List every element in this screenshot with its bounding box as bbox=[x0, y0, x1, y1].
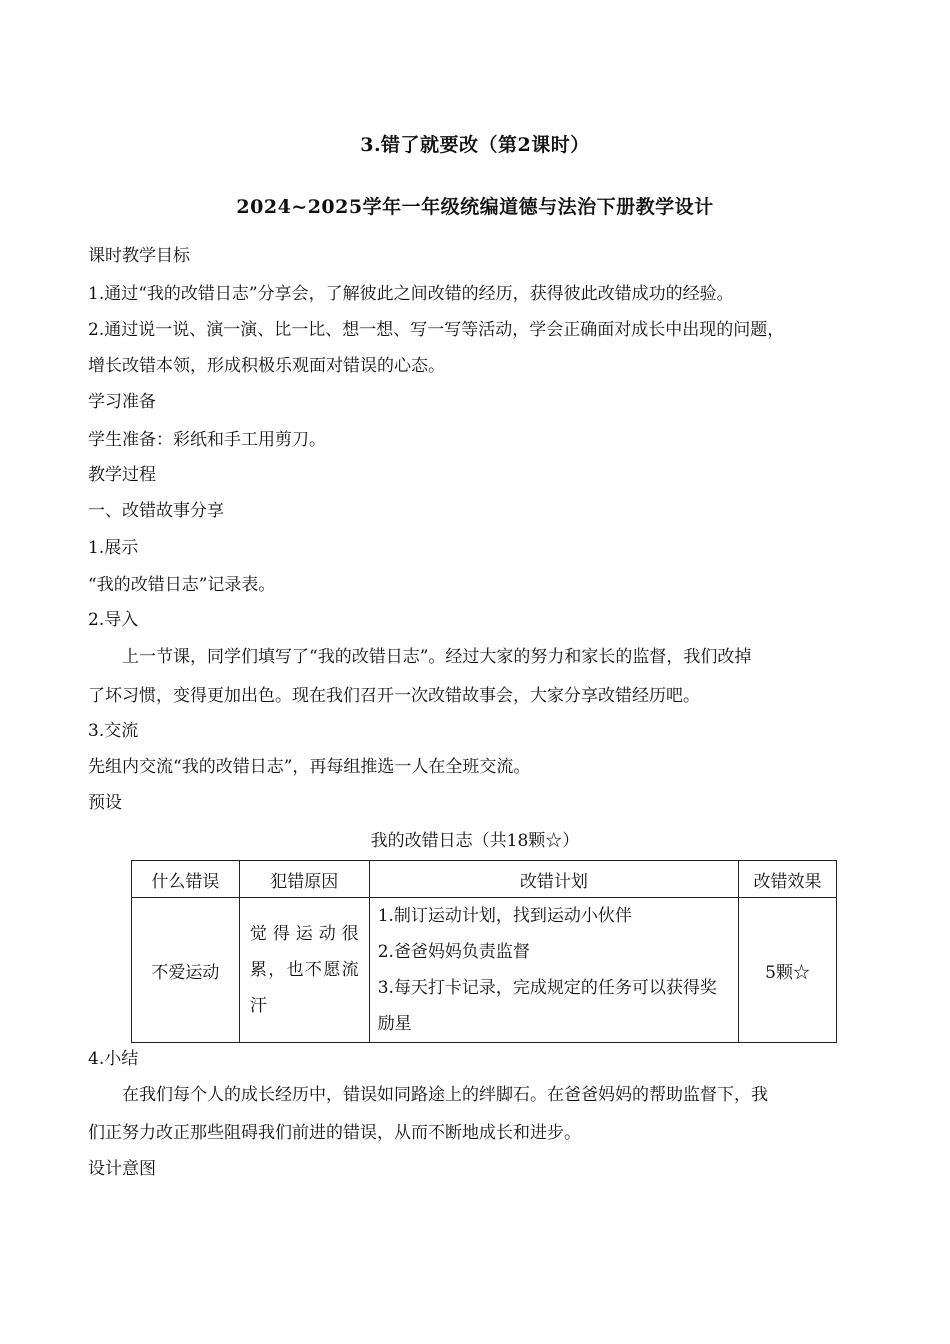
plan-item-3: 3.每天打卡记录，完成规定的任务可以获得奖励星 bbox=[377, 978, 717, 1034]
objective-1: 1.通过“我的改错日志”分享会，了解彼此之间改错的经历，获得彼此改错成功的经验。 bbox=[88, 284, 734, 304]
preset-label: 预设 bbox=[88, 793, 122, 813]
step-4-heading: 4.小结 bbox=[88, 1049, 139, 1069]
step-3-heading: 3.交流 bbox=[88, 721, 139, 741]
header-mistake: 什么错误 bbox=[132, 861, 240, 898]
design-intent-heading: 设计意图 bbox=[88, 1159, 156, 1179]
header-plan: 改错计划 bbox=[369, 861, 738, 898]
step-2-heading: 2.导入 bbox=[88, 610, 139, 630]
step-1-heading: 1.展示 bbox=[88, 538, 139, 558]
step-4-text-cont: 们正努力改正那些阻碍我们前进的错误，从而不断地成长和进步。 bbox=[88, 1123, 581, 1143]
cell-plan bbox=[369, 898, 738, 1043]
cell-effect: 5颗☆ bbox=[739, 898, 837, 1043]
section-heading-preparation: 学习准备 bbox=[88, 392, 156, 412]
error-log-table bbox=[131, 860, 837, 1043]
header-effect: 改错效果 bbox=[739, 861, 837, 898]
student-preparation: 学生准备：彩纸和手工用剪刀。 bbox=[88, 430, 326, 450]
header-reason: 犯错原因 bbox=[239, 861, 369, 898]
step-1-text: “我的改错日志”记录表。 bbox=[88, 575, 276, 595]
course-title: 2024~2025学年一年级统编道德与法治下册教学设计 bbox=[236, 196, 714, 218]
plan-item-2: 2.爸爸妈妈负责监督 bbox=[377, 942, 530, 962]
cell-mistake: 不爱运动 bbox=[132, 898, 240, 1043]
step-2-text-cont: 了坏习惯，变得更加出色。现在我们召开一次改错故事会，大家分享改错经历吧。 bbox=[88, 686, 700, 706]
table-caption: 我的改错日志（共18颗☆） bbox=[370, 831, 580, 851]
part-1-heading: 一、改错故事分享 bbox=[88, 501, 224, 521]
plan-item-1: 1.制订运动计划，找到运动小伙伴 bbox=[377, 906, 632, 926]
step-2-text: 上一节课，同学们填写了“我的改错日志”。经过大家的努力和家长的监督，我们改掉 bbox=[122, 647, 752, 667]
objective-2-cont: 增长改错本领，形成积极乐观面对错误的心态。 bbox=[88, 356, 445, 376]
section-heading-process: 教学过程 bbox=[88, 465, 156, 485]
step-3-text: 先组内交流“我的改错日志”，再每组推选一人在全班交流。 bbox=[88, 757, 531, 777]
section-heading-objectives: 课时教学目标 bbox=[88, 246, 190, 266]
table-row bbox=[132, 898, 837, 1043]
cell-reason: 觉得运动很累，也不愿流汗 bbox=[239, 898, 369, 1043]
table-header-row bbox=[132, 861, 837, 898]
objective-2: 2.通过说一说、演一演、比一比、想一想、写一写等活动，学会正确面对成长中出现的问题， bbox=[88, 320, 785, 340]
lesson-title: 3.错了就要改（第2课时） bbox=[360, 134, 590, 156]
step-4-text: 在我们每个人的成长经历中，错误如同路途上的绊脚石。在爸爸妈妈的帮助监督下，我 bbox=[122, 1085, 768, 1105]
